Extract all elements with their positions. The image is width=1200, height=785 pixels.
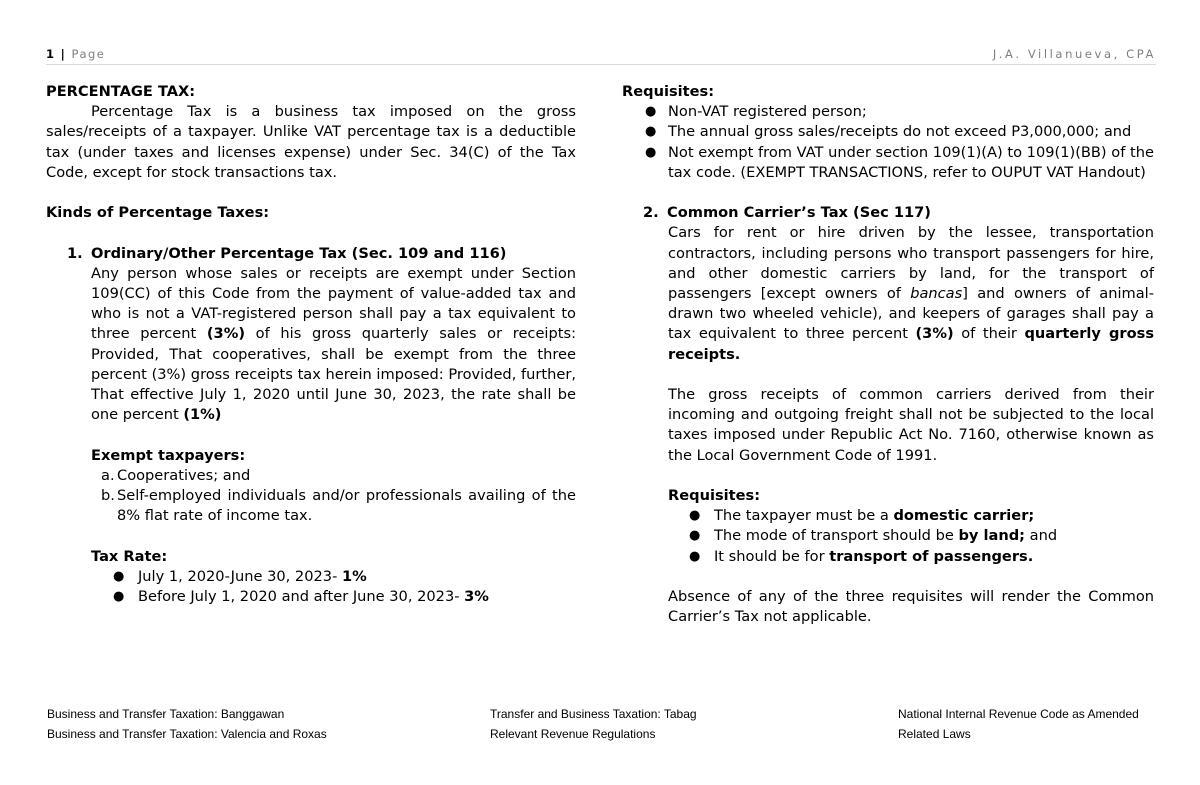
exempt-text: Cooperatives; and [117, 466, 251, 484]
carrier-requisite-text: It should be for [714, 547, 830, 565]
document-title: PERCENTAGE TAX: [46, 83, 196, 100]
exempt-item [46, 486, 576, 526]
section1-body-bold2: (1%) [183, 406, 222, 424]
footer-references-2 [490, 704, 697, 744]
section2-body-bold1: (3%) [915, 325, 954, 343]
tax-rate-heading: Tax Rate: [91, 547, 168, 565]
footer-reference: Related Laws [898, 727, 971, 741]
rate-item [46, 587, 576, 607]
section2-body [622, 223, 1154, 364]
section2-body-text2: ] and owners of animal-drawn two wheeled vehicle), and keepers of garages shall pay a tax equivalent to three percent [668, 285, 1154, 343]
bullet-icon: ● [113, 568, 125, 584]
exempt-marker: a. [101, 466, 115, 484]
bullet-icon: ● [645, 144, 657, 160]
exempt-text: Self-employed individuals and/or professionals availing of the 8% flat rate of income tax. [117, 487, 576, 525]
exempt-item [46, 466, 576, 486]
carrier-requisite-after: and [1025, 527, 1058, 545]
section1-body-text1: Any person whose sales or receipts are exempt under Section 109(CC) of this Code from the payment of value-added tax and who is not a VAT-registered person shall pay a tax equivalent to three percent [91, 264, 576, 343]
section2-body-bold2: quarterly gross receipts. [668, 325, 1155, 363]
page-indicator [46, 47, 105, 61]
section2-body-italic: bancas [910, 285, 963, 303]
requisite-text: Non-VAT registered person; [668, 103, 867, 121]
section2-paragraph2: The gross receipts of common carriers derived from their incoming and outgoing freight shall not be subjected to the local taxes imposed under Republic Act No. 7160, otherwise known as the Local Government Code of 1991. [668, 386, 1154, 464]
carrier-requisite-bold: domestic carrier; [893, 507, 1035, 525]
page-word: Page [71, 47, 106, 61]
footer-reference: Business and Transfer Taxation: Valencia and Roxas [47, 727, 327, 741]
carrier-requisite-text: The mode of transport should be [714, 527, 959, 545]
carrier-requisite-text: The taxpayer must be a [714, 507, 894, 525]
footer-reference: National Internal Revenue Code as Amended [898, 707, 1139, 721]
kinds-heading: Kinds of Percentage Taxes: [46, 204, 270, 222]
section2-title: Common Carrier’s Tax (Sec 117) [667, 204, 931, 222]
left-column [46, 82, 576, 607]
section2-heading [622, 203, 1154, 223]
section1-body [46, 264, 576, 426]
carrier-requisite-item [622, 547, 1154, 567]
carrier-requisite-bold: by land; [958, 527, 1026, 545]
section1-heading [46, 244, 576, 264]
bullet-icon: ● [689, 528, 701, 544]
author-name: J.A. Villanueva, CPA [992, 47, 1156, 61]
section2-body-text3: of their [953, 325, 1025, 343]
requisite-item [622, 102, 1154, 122]
bullet-icon: ● [689, 508, 701, 524]
rate-text: Before July 1, 2020 and after June 30, 2023- [138, 588, 465, 606]
closing-paragraph: Absence of any of the three requisites will render the Common Carrier’s Tax not applicable. [668, 588, 1154, 626]
exempt-heading: Exempt taxpayers: [91, 446, 246, 464]
rate-value: 3% [464, 588, 489, 606]
bullet-icon: ● [645, 124, 657, 140]
requisites-heading: Requisites: [622, 83, 715, 100]
section1-body-text2: of his gross quarterly sales or receipts: Provided, That cooperatives, shall be exempt from the three percent (3%) gross receipts tax herein imposed: Provided, further, That effective July 1, 2020 until June 30, 2023, the rate shall be one percent [91, 325, 576, 424]
footer-reference: Transfer and Business Taxation: Tabag [490, 707, 697, 721]
requisite-item [622, 143, 1154, 183]
carrier-requisite-item [622, 526, 1154, 546]
requisite-text: The annual gross sales/receipts do not exceed P3,000,000; and [668, 123, 1132, 141]
bullet-icon: ● [113, 589, 125, 605]
section1-number: 1. [67, 244, 83, 262]
bullet-icon: ● [689, 548, 701, 564]
rate-value: 1% [341, 567, 367, 585]
carrier-requisite-item [622, 506, 1154, 526]
page-separator: | [60, 47, 67, 61]
page-header [46, 44, 1156, 65]
section1-title: Ordinary/Other Percentage Tax (Sec. 109 and 116) [91, 244, 507, 262]
section2-body-text1: Cars for rent or hire driven by the lessee, transportation contractors, including persons who transport passengers for hire, and other domestic carriers by land, for the transport of passengers [except owners of [668, 224, 1154, 303]
footer-references-3 [898, 704, 1139, 744]
section2-number: 2. [643, 204, 659, 222]
carrier-requisite-bold: transport of passengers. [829, 547, 1034, 565]
exempt-marker: b. [101, 487, 115, 505]
footer-references-1 [47, 704, 327, 744]
rate-item [46, 567, 576, 587]
footer-reference: Business and Transfer Taxation: Banggawan [47, 707, 285, 721]
right-column [622, 82, 1154, 627]
rate-text: July 1, 2020-June 30, 2023- [138, 567, 342, 585]
section1-body-bold1: (3%) [206, 325, 245, 343]
section2-requisites-heading: Requisites: [668, 487, 761, 505]
page-number: 1 [46, 47, 56, 61]
intro-paragraph: Percentage Tax is a business tax imposed on the gross sales/receipts of a taxpayer. Unlike VAT percentage tax is a deductible tax (under taxes and licenses expense) under Sec. 34(C) of the Tax Code, except for stock transactions tax. [46, 103, 576, 181]
footer-reference: Relevant Revenue Regulations [490, 727, 656, 741]
requisite-text: Not exempt from VAT under section 109(1)(A) to 109(1)(BB) of the tax code. (EXEMPT TRANSACTIONS, refer to OUPUT VAT Handout) [668, 143, 1154, 181]
requisite-item [622, 122, 1154, 142]
bullet-icon: ● [645, 104, 657, 120]
